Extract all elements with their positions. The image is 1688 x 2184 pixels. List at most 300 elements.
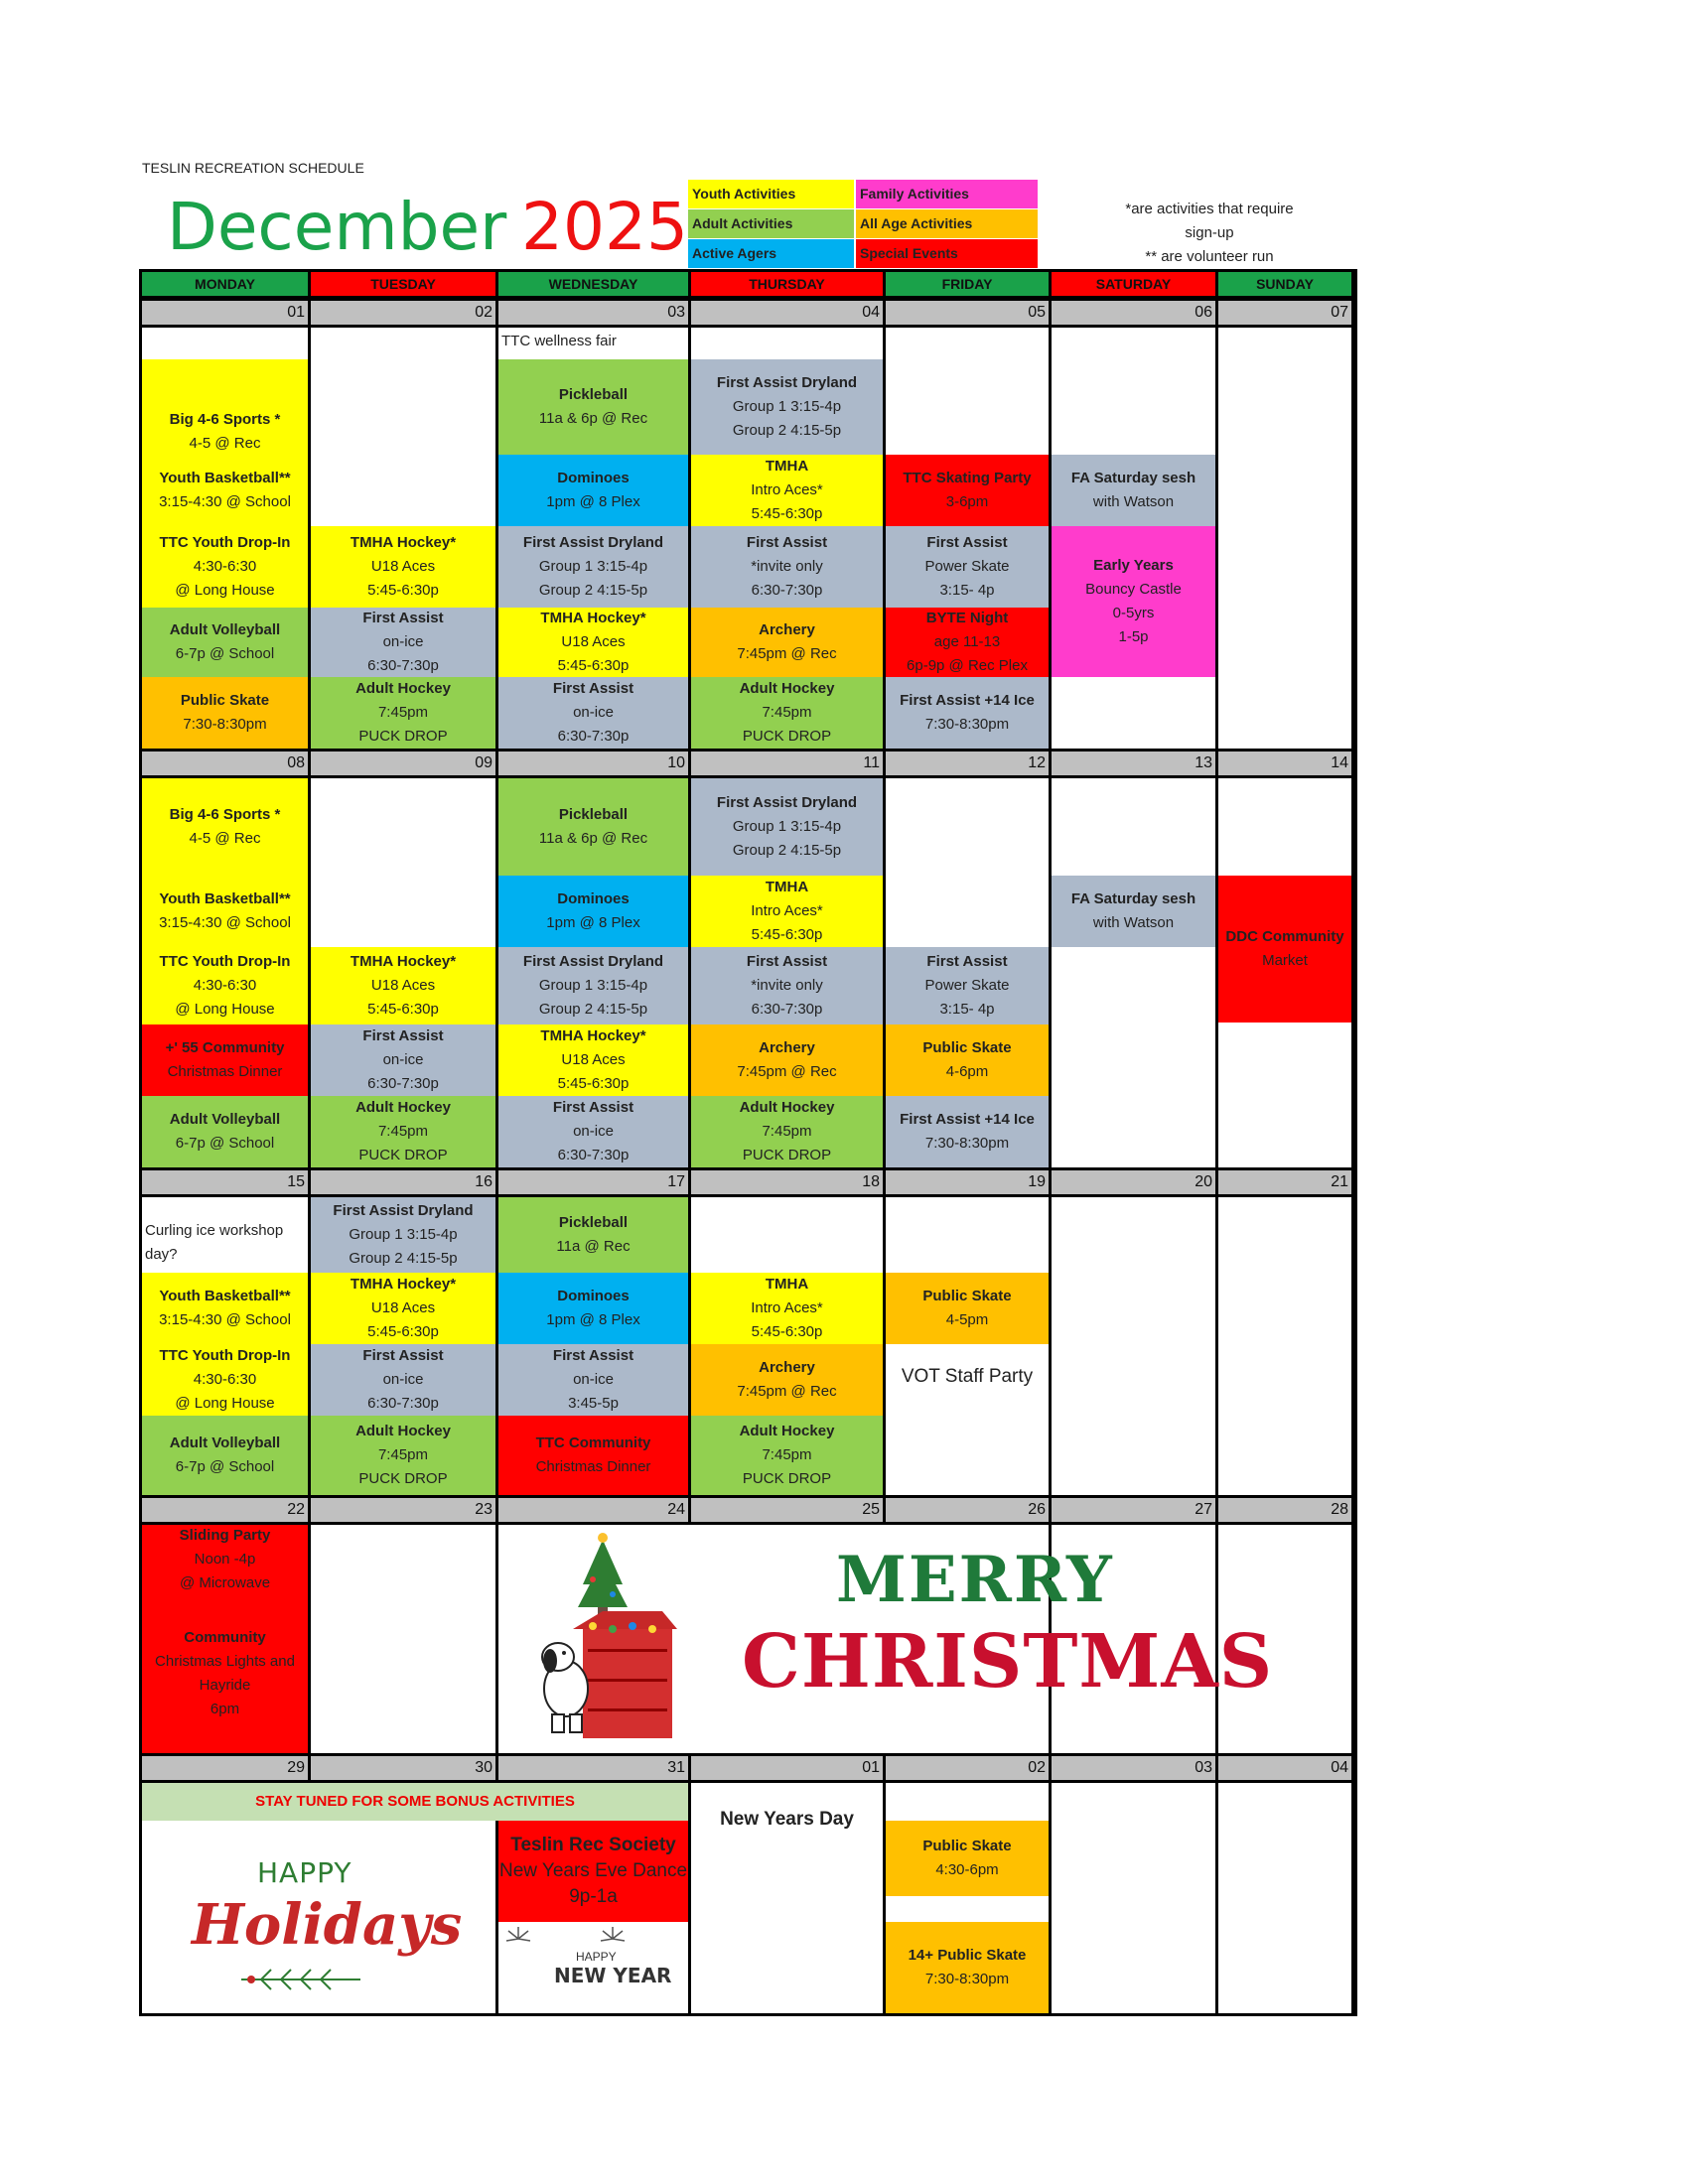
event-detail: 3:15- 4p [939,582,995,599]
empty-cell [1052,778,1215,1167]
holly-sprig-icon [231,1965,370,1999]
event-block[interactable] [498,1821,688,1922]
event-detail: 7:30-8:30pm [183,716,267,733]
event-detail: 1-5p [1118,628,1149,645]
event-block[interactable] [886,1024,1049,1096]
date-number: 18 [691,1170,883,1194]
event-title: First Assist +14 Ice [900,1111,1035,1128]
date-number: 27 [1052,1498,1215,1522]
date-number: 07 [1218,301,1351,325]
event-detail: 3:15-4:30 @ School [159,493,291,510]
event-block[interactable] [142,778,308,876]
event-detail: U18 Aces [561,1051,626,1068]
event-detail: 7:45pm [762,1446,812,1463]
weekday-saturday: SATURDAY [1052,272,1215,296]
date-number: 09 [311,751,495,775]
event-title: TTC Skating Party [903,470,1032,486]
event-detail: PUCK DROP [358,728,448,745]
event-block[interactable] [691,778,883,876]
event-title: First Assist [362,1027,444,1044]
event-title: TMHA [765,458,809,475]
event-detail: 1pm @ 8 Plex [546,914,640,931]
event-detail: Intro Aces* [751,481,823,498]
event-detail: Christmas Dinner [535,1458,651,1475]
event-title: First Assist [746,534,828,551]
event-block[interactable] [1052,455,1215,526]
event-detail: 7:45pm [377,1123,429,1140]
empty-cell [1052,1197,1215,1495]
date-number: 22 [142,1498,308,1522]
event-detail: 6-7p @ School [175,645,275,662]
event-block[interactable] [142,947,308,1024]
event-detail: @ Long House [175,582,275,599]
event-title: Dominoes [557,470,630,486]
event-detail: PUCK DROP [358,1147,448,1163]
event-detail: 7:45pm [762,704,812,721]
event-detail: 1pm @ 8 Plex [546,1311,640,1328]
event-block[interactable] [311,1096,495,1167]
event-block[interactable] [498,1416,688,1495]
date-number: 20 [1052,1170,1215,1194]
event-block[interactable] [498,1096,688,1167]
date-number: 10 [498,751,688,775]
event-detail: age 11-13 [933,633,1001,650]
event-title: Public Skate [922,1288,1012,1304]
event-detail: 6p-9p @ Rec Plex [907,657,1028,674]
event-block[interactable] [498,608,688,677]
legend-adult: Adult Activities [688,209,854,238]
date-number: 02 [886,1756,1049,1780]
event-note [498,328,688,359]
event-title: BYTE Night [925,610,1009,626]
event-block[interactable] [886,1096,1049,1167]
event-note [142,1197,308,1273]
event-title: Sliding Party [179,1527,271,1544]
happy-new-year-graphic [498,1922,688,2013]
event-block[interactable] [691,1273,883,1344]
event-title: TMHA Hockey* [540,610,646,626]
event-block[interactable] [498,455,688,526]
event-block[interactable] [142,1416,308,1495]
event-title: First Assist [552,1099,634,1116]
event-title: First Assist [926,534,1008,551]
event-block[interactable] [498,359,688,455]
event-block[interactable] [691,455,883,526]
event-detail: @ Microwave [179,1574,271,1591]
holidays-text: Holidays [192,1892,463,1958]
date-number: 31 [498,1756,688,1780]
event-title: FA Saturday sesh [1070,470,1196,486]
legend-active-agers: Active Agers [688,239,854,268]
event-detail: 4-5 @ Rec [189,830,261,847]
event-title: Adult Hockey [355,1099,451,1116]
event-block[interactable] [142,1525,308,1594]
month-name: December [167,189,507,265]
event-block[interactable] [886,608,1049,677]
event-block[interactable] [691,1344,883,1416]
event-detail: Group 1 3:15-4p [538,558,648,575]
event-detail: U18 Aces [370,1299,436,1316]
date-number: 16 [311,1170,495,1194]
empty-cell [1218,328,1351,749]
date-number: 13 [1052,751,1215,775]
event-block[interactable] [142,1344,308,1416]
bonus-banner [142,1783,688,1821]
legend-family: Family Activities [856,180,1038,208]
date-number: 02 [311,301,495,325]
event-title: Adult Hockey [355,1423,451,1439]
event-detail: 4-6pm [945,1063,989,1080]
date-number: 30 [311,1756,495,1780]
date-number: 08 [142,751,308,775]
event-detail: 6:30-7:30p [367,657,439,674]
empty-cell [311,1525,495,1753]
event-block[interactable] [142,677,308,749]
event-block[interactable] [691,1096,883,1167]
event-detail: PUCK DROP [742,1147,832,1163]
event-detail: 6:30-7:30p [751,1001,823,1018]
event-detail: 3:15-4:30 @ School [159,914,291,931]
event-title: TTC Youth Drop-In [159,1347,291,1364]
event-block[interactable] [1052,876,1215,947]
event-title: TTC Youth Drop-In [159,534,291,551]
event-detail: Group 2 4:15-5p [732,422,842,439]
event-block[interactable] [691,947,883,1024]
legend-note [1090,198,1329,269]
event-detail: 5:45-6:30p [367,1323,439,1340]
date-number: 17 [498,1170,688,1194]
ny-happy-text: HAPPY [576,1950,617,1964]
event-title: Archery [759,1039,815,1056]
event-detail: 6:30-7:30p [367,1395,439,1412]
weekday-sunday: SUNDAY [1218,272,1351,296]
event-block[interactable] [142,455,308,526]
event-detail: 6:30-7:30p [367,1075,439,1092]
event-detail: Group 2 4:15-5p [349,1250,458,1267]
event-detail: 4:30-6:30 [193,977,257,994]
event-title: Pickleball [558,386,629,403]
event-detail: 11a & 6p @ Rec [538,410,648,427]
event-block[interactable] [1218,876,1351,1023]
event-detail: U18 Aces [561,633,626,650]
event-block[interactable] [886,1344,1049,1495]
event-title: Adult Hockey [739,680,835,697]
date-number: 03 [498,301,688,325]
event-detail: 1pm @ 8 Plex [546,493,640,510]
event-title: TMHA [765,1276,809,1293]
event-detail: 5:45-6:30p [751,926,823,943]
event-block[interactable] [498,1344,688,1416]
legend-youth: Youth Activities [688,180,854,208]
event-detail: 5:45-6:30p [367,582,439,599]
event-title: First Assist +14 Ice [900,692,1035,709]
event-detail: 7:45pm [762,1123,812,1140]
event-block[interactable] [691,526,883,608]
christmas-banner [498,1525,1274,1753]
event-block[interactable] [498,1197,688,1273]
event-detail: 4:30-6:30 [193,558,257,575]
event-title: TTC Youth Drop-In [159,953,291,970]
event-block[interactable] [886,526,1049,608]
event-detail: 3:15-4:30 @ School [159,1311,291,1328]
event-block[interactable] [142,1594,308,1753]
note-line: sign-up [1185,224,1234,241]
bonus-text: STAY TUNED FOR SOME BONUS ACTIVITIES [255,1793,575,1810]
event-title: Youth Basketball** [159,470,291,486]
date-number: 01 [691,1756,883,1780]
event-block[interactable] [142,526,308,608]
event-detail: 5:45-6:30p [751,1323,823,1340]
event-detail: Intro Aces* [751,1299,823,1316]
event-detail: Hayride [199,1677,251,1694]
event-title: First Assist [926,953,1008,970]
event-detail: 9p-1a [569,1886,618,1907]
event-detail: 3-6pm [945,493,989,510]
event-detail: *invite only [751,977,823,994]
event-block[interactable] [691,608,883,677]
event-detail: 4:30-6:30 [193,1371,257,1388]
event-title: Public Skate [922,1039,1012,1056]
event-detail: on-ice [573,1123,614,1140]
event-block[interactable] [142,1273,308,1344]
date-number: 23 [311,1498,495,1522]
event-title: First Assist Dryland [522,953,664,970]
date-number: 15 [142,1170,308,1194]
event-detail: Christmas Lights and [155,1653,295,1670]
event-title: Dominoes [557,1288,630,1304]
date-number: 06 [1052,301,1215,325]
event-title: Archery [759,1359,815,1376]
event-title: Pickleball [558,1214,629,1231]
weekday-tuesday: TUESDAY [311,272,495,296]
event-block[interactable] [691,359,883,455]
event-title: Big 4-6 Sports * [169,806,281,823]
date-number: 29 [142,1756,308,1780]
date-number: 01 [142,301,308,325]
happy-text: HAPPY [257,1856,352,1889]
event-title: DDC Community [1225,928,1344,945]
event-detail: 6pm [210,1701,240,1717]
event-block[interactable] [311,608,495,677]
event-detail: *invite only [751,558,823,575]
date-number: 28 [1218,1498,1351,1522]
ny-newyear-text: NEW YEAR [554,1964,672,1987]
event-title: Early Years [1093,557,1174,574]
event-detail: 6-7p @ School [175,1458,275,1475]
event-title: TMHA Hockey* [350,1276,457,1293]
event-detail: on-ice [382,633,424,650]
date-number: 25 [691,1498,883,1522]
event-detail: 5:45-6:30p [751,505,823,522]
event-block[interactable] [1052,526,1215,677]
event-detail: 4-5 @ Rec [189,435,261,452]
date-number: 26 [886,1498,1049,1522]
event-title: First Assist [552,680,634,697]
event-detail: 7:30-8:30pm [924,716,1010,733]
legend-special: Special Events [856,239,1038,268]
event-detail: with Watson [1092,493,1175,510]
event-title: Community [184,1629,266,1646]
event-detail: Noon -4p [194,1551,256,1568]
event-title: FA Saturday sesh [1070,890,1196,907]
event-title: First Assist Dryland [333,1202,474,1219]
note-line: *are activities that require [1125,201,1294,217]
event-detail: Group 2 4:15-5p [538,582,648,599]
event-title: First Assist Dryland [716,794,858,811]
event-block[interactable] [311,526,495,608]
event-detail: 7:45pm [377,704,429,721]
event-detail: Group 2 4:15-5p [732,842,842,859]
event-block[interactable] [311,1024,495,1096]
event-block[interactable] [498,876,688,947]
event-title: +' 55 Community [165,1039,285,1056]
event-block[interactable] [691,1783,883,2013]
event-title: Adult Hockey [739,1099,835,1116]
event-block[interactable] [142,876,308,947]
event-block[interactable] [498,1273,688,1344]
event-detail: Group 1 3:15-4p [538,977,648,994]
fireworks-icon [503,1924,633,1959]
event-block[interactable] [311,1344,495,1416]
event-detail: New Years Eve Dance [498,1860,688,1881]
event-detail: 5:45-6:30p [557,657,630,674]
event-block[interactable] [498,677,688,749]
event-detail: Bouncy Castle [1085,581,1182,598]
event-detail: Group 1 3:15-4p [732,398,842,415]
event-block[interactable] [142,1096,308,1167]
event-detail: @ Long House [175,1395,275,1412]
event-title: TMHA Hockey* [540,1027,646,1044]
event-block[interactable] [691,1024,883,1096]
event-title: Adult Hockey [355,680,451,697]
month-year: 2025 [521,189,688,265]
event-detail: PUCK DROP [742,728,832,745]
event-note-text: TTC wellness fair [501,333,617,349]
legend-all-age: All Age Activities [856,209,1038,238]
event-detail: on-ice [382,1051,424,1068]
event-detail: Power Skate [924,977,1010,994]
date-number: 24 [498,1498,688,1522]
event-title: Adult Volleyball [169,621,281,638]
calendar-grid [139,269,1357,2016]
event-detail: Group 1 3:15-4p [732,818,842,835]
event-block[interactable] [142,608,308,677]
event-block[interactable] [311,1273,495,1344]
event-detail: 3:45-5p [568,1395,619,1412]
event-detail: Group 2 4:15-5p [538,1001,648,1018]
event-title: Teslin Rec Society [510,1835,676,1855]
event-block[interactable] [311,677,495,749]
event-detail: with Watson [1092,914,1175,931]
event-detail: 3:15- 4p [939,1001,995,1018]
event-detail: Market [1262,952,1308,969]
event-detail: 4-5pm [945,1311,989,1328]
weekday-friday: FRIDAY [886,272,1049,296]
event-detail: 6:30-7:30p [751,582,823,599]
event-detail: on-ice [382,1371,424,1388]
event-detail: @ Long House [175,1001,275,1018]
empty-cell [1218,1197,1351,1495]
event-block[interactable] [498,947,688,1024]
event-title: First Assist [552,1347,634,1364]
event-title: TTC Community [535,1434,651,1451]
event-title: Archery [759,621,815,638]
event-block[interactable] [691,876,883,947]
event-block[interactable] [691,1416,883,1495]
event-title: Youth Basketball** [159,890,291,907]
event-title: First Assist [746,953,828,970]
empty-cell [1052,1783,1215,2013]
event-title: First Assist Dryland [522,534,664,551]
event-block[interactable] [311,1197,495,1273]
event-block[interactable] [886,677,1049,749]
event-detail: 7:45pm @ Rec [737,1383,837,1400]
schedule-title: TESLIN RECREATION SCHEDULE [142,160,364,176]
event-block[interactable] [311,1416,495,1495]
event-title: Youth Basketball** [159,1288,291,1304]
event-detail: 6:30-7:30p [557,728,630,745]
date-number: 12 [886,751,1049,775]
event-block[interactable] [886,947,1049,1024]
event-block[interactable] [142,1024,308,1096]
date-number: 03 [1052,1756,1215,1780]
event-title: Dominoes [557,890,630,907]
date-number: 19 [886,1170,1049,1194]
event-title: Adult Volleyball [169,1111,281,1128]
empty-cell [1218,1783,1351,2013]
date-number: 21 [1218,1170,1351,1194]
event-title: TMHA Hockey* [350,534,457,551]
date-number: 14 [1218,751,1351,775]
event-detail: Power Skate [924,558,1010,575]
event-title: Adult Volleyball [169,1434,281,1451]
event-block[interactable] [886,1273,1049,1344]
christmas-text: CHRISTMAS [742,1619,1274,1705]
event-title: New Years Day [720,1809,854,1830]
event-title: VOT Staff Party [901,1366,1034,1387]
event-title: 14+ Public Skate [908,1947,1027,1964]
event-detail: Intro Aces* [751,902,823,919]
event-title: Public Skate [922,1838,1012,1854]
event-detail: Group 1 3:15-4p [349,1226,458,1243]
event-block[interactable] [886,1821,1049,1896]
event-block[interactable] [886,1922,1049,2013]
event-detail: 4:30-6pm [935,1861,999,1878]
event-title: Pickleball [558,806,629,823]
event-detail: 11a & 6p @ Rec [538,830,648,847]
event-detail: on-ice [573,704,614,721]
event-block[interactable] [498,778,688,876]
event-detail: on-ice [573,1371,614,1388]
weekday-wednesday: WEDNESDAY [498,272,688,296]
event-block[interactable] [498,526,688,608]
merry-text: MERRY [836,1543,1114,1617]
event-block[interactable] [498,1024,688,1096]
event-title: First Assist [362,1347,444,1364]
event-block[interactable] [886,455,1049,526]
event-block[interactable] [691,677,883,749]
event-detail: 7:45pm @ Rec [737,1063,837,1080]
event-block[interactable] [311,947,495,1024]
note-line: ** are volunteer run [1145,248,1274,265]
date-number: 05 [886,301,1049,325]
snoopy-doghouse-illustration [528,1530,687,1748]
event-detail: PUCK DROP [358,1470,448,1487]
date-number: 11 [691,751,883,775]
weekday-thursday: THURSDAY [691,272,883,296]
event-detail: 6:30-7:30p [557,1147,630,1163]
event-detail: 6-7p @ School [175,1135,275,1152]
